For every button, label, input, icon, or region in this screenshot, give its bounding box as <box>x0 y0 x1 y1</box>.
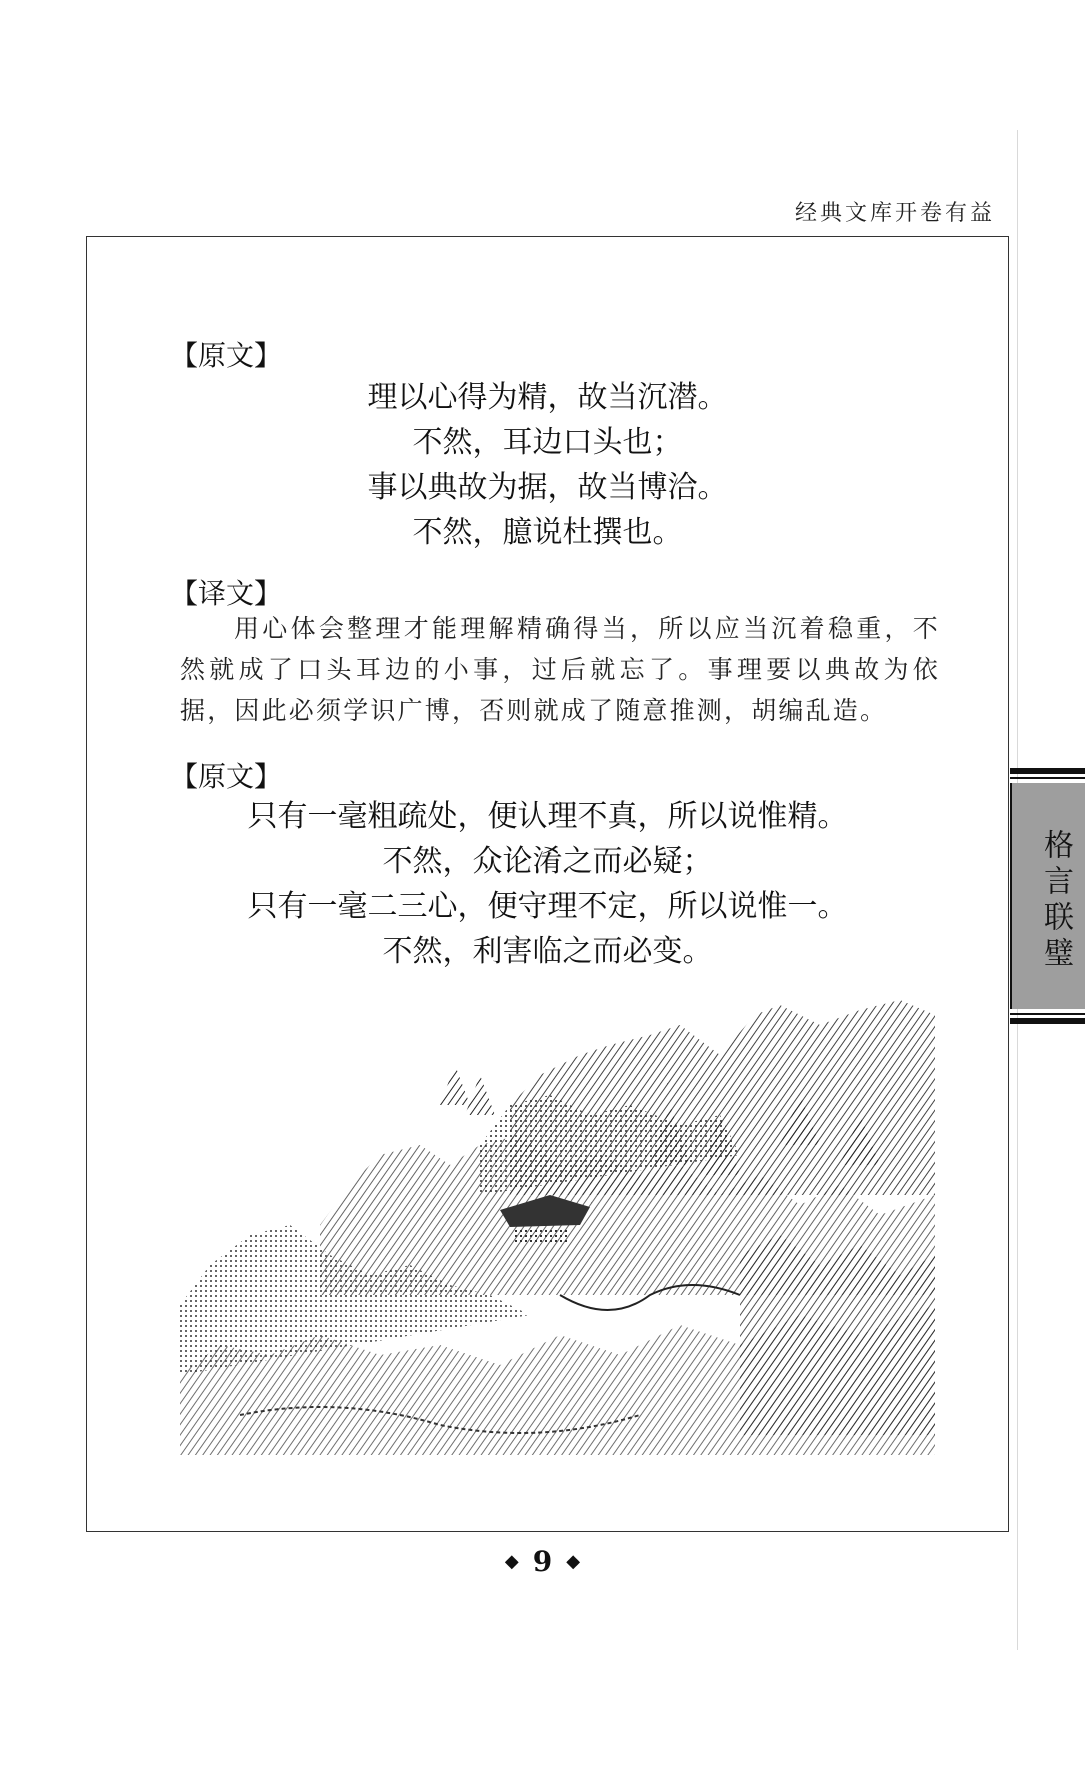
tab-title: 格言联璧 <box>1038 829 1073 973</box>
page-number-value: 9 <box>532 1545 553 1578</box>
verse-line: 只有一毫粗疏处，便认理不真，所以说惟精。 <box>247 799 848 834</box>
tab-bottom-bars <box>1010 1013 1085 1024</box>
verse-line: 事以典故为据，故当博洽。 <box>367 470 728 505</box>
verse-block-1 <box>86 375 1009 555</box>
verse-line: 理以心得为精，故当沉潜。 <box>367 380 728 415</box>
page-number <box>0 1545 1085 1578</box>
tab-body <box>1010 783 1085 1009</box>
verse-line: 不然，利害临之而必变。 <box>382 934 713 969</box>
verse-block-2 <box>86 794 1009 974</box>
section-label-original-2: 【原文】 <box>170 760 283 793</box>
running-header: 经典文库开卷有益 <box>794 201 995 226</box>
verse-line: 只有一毫二三心，便守理不定，所以说惟一。 <box>247 889 848 924</box>
chapter-side-tab <box>1010 768 1085 1024</box>
verse-line: 不然，耳边口头也； <box>412 425 683 460</box>
section-label-translation: 【译文】 <box>170 577 283 610</box>
verse-line: 不然，众论淆之而必疑； <box>382 844 713 879</box>
translation-paragraph: 用心体会整理才能理解精确得当，所以应当沉着稳重，不然就成了口头耳边的小事，过后就忘了。事理要以典故为依据，因此必须学识广博，否则就成了随意推测，胡编乱造。 <box>180 614 940 725</box>
section-label-original-1: 【原文】 <box>170 339 283 372</box>
left-diamond-icon: ◆ <box>504 1551 519 1572</box>
verse-line: 不然，臆说杜撰也。 <box>412 515 683 550</box>
right-diamond-icon: ◆ <box>566 1551 581 1572</box>
landscape-ink-illustration-icon <box>180 995 940 1455</box>
tab-top-bars <box>1010 768 1085 779</box>
